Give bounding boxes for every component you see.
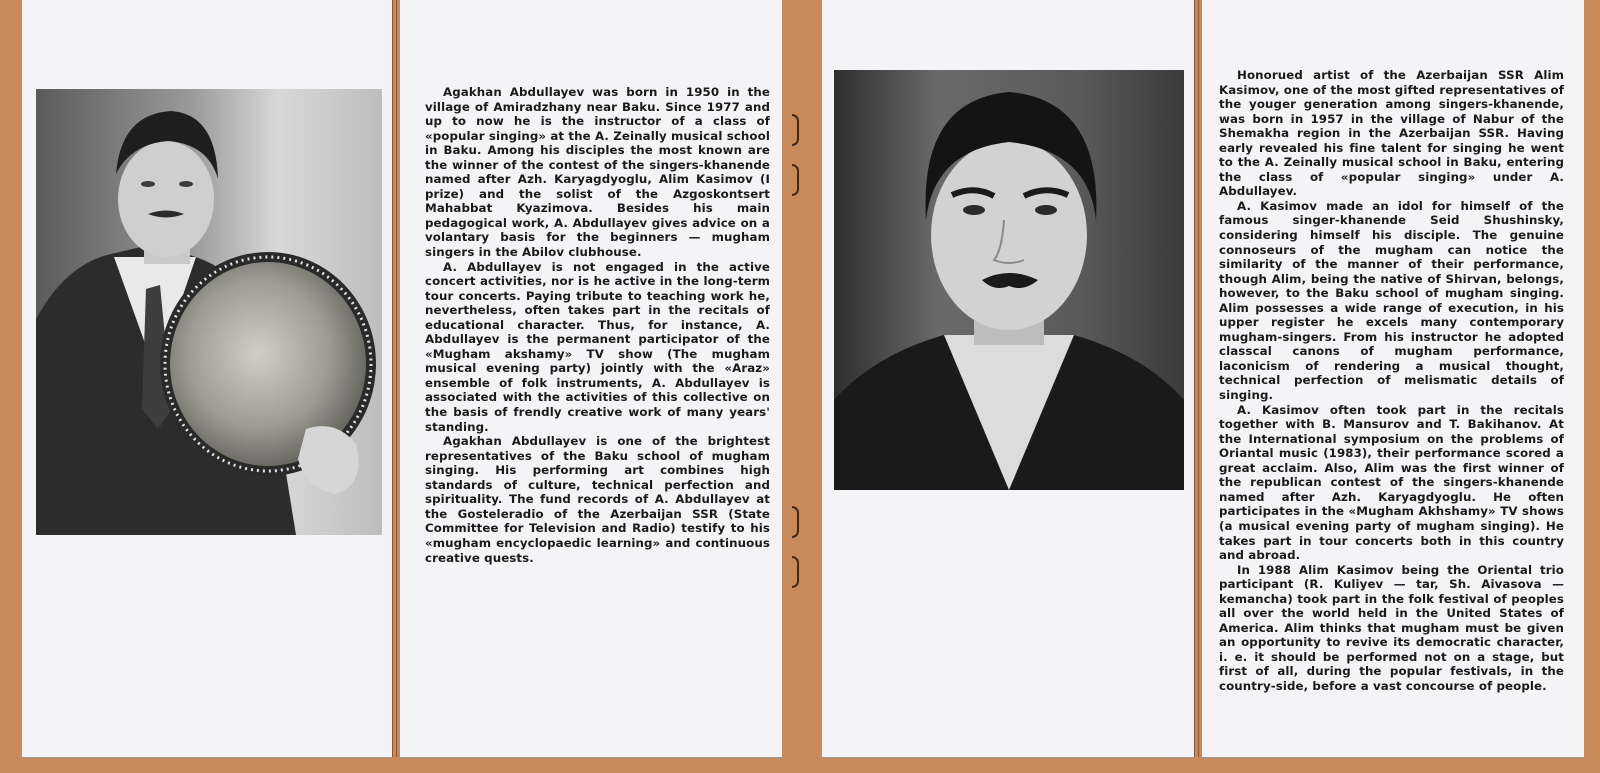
staple-icon [792, 114, 799, 146]
paragraph: A. Kasimov often took part in the recitals together with B. Mansurov and T. Bakihanov. At the International symposium on the problems of Oriantal music (1983), their performance scored a great acclaim. Also, Alim was the first winner of the republican contest of the singers-khanende named after Azh. Karyagdyoglu. He often participates in the «Mugham Akhshamy» TV shows (a musical evening party of mugham singing). He takes part in tour concerts both in this country and abroad. [1219, 402, 1564, 563]
paragraph: A. Abdullayev is not engaged in the active concert activities, nor is he active in the long-term tour concerts. Paying tribute to teaching work he, nevertheless, often takes part in the recitals of educational character. Thus, for instance, A. Abdullayev is the permanent participator of the «Mugham akshamy» TV show (The mugham musical evening party) jointly with the «Araz» ensemble of folk instruments, A. Abdullayev is associated with the activities of this collective on the basis of frendly creative work of many years' standing. [425, 259, 770, 434]
panel-fold-line [1194, 0, 1199, 757]
portrait-photo [834, 70, 1184, 490]
booklet-spine [782, 0, 822, 773]
paragraph: In 1988 Alim Kasimov being the Oriental trio participant (R. Kuliyev — tar, Sh. Aivasova — kemancha) took part in the folk festival of peoples all over the world held in the United States of America. Alim thinks that mugham must be given an opportunity to revive its democratic character, i. e. it should be performed not on a stage, but first of all, during the popular festivals, in the country-side, before a vast concourse of people. [1219, 562, 1564, 693]
portrait-photo [36, 89, 382, 535]
cover-edge [0, 757, 1600, 773]
paragraph: Agakhan Abdullayev was born in 1950 in the village of Amiradzhany near Baku. Since 1977 and up to now he is the instructor of a class of «popular singing» at the A. Zeinally musical school in Baku. Among his disciples the most known are the winner of the contest of the singers-khanende named after Azh. Karyagdyoglu, Alim Kasimov (I prize) and the solist of the Azgoskontsert Mahabbat Kyazimova. Besides his main pedagogical work, A. Abdullayev gives advice on a volantary basis for the beginners — mugham singers in the Abilov clubhouse. [425, 85, 770, 260]
staple-icon [792, 556, 799, 588]
staple-icon [792, 164, 799, 196]
paragraph: Agakhan Abdullayev is one of the brightest representatives of the Baku school of mugham singing. His performing art combines high standards of culture, technical perfection and spirituality. The fund records of A. Abdullayev at the Gosteleradio of the Azerbaijan SSR (State Committee for Television and Radio) testify to his «mugham encyclopaedic learning» and continuous creative quests. [425, 434, 770, 565]
paragraph: A. Kasimov made an idol for himself of the famous singer-khanende Seid Shushinsky, considering himself his disciple. The genuine connoseurs of the mugham can notice the similarity of the manner of their performance, though Alim, being the native of Shirvan, belongs, however, to the Baku school of mugham singing. Alim possesses a wide range of execution, in his upper register he excels many contemporary mugham-singers. From his instructor he adopted classcal canons of mugham performance, laconicism of rendering a musical thought, technical perfection of melismatic details of singing. [1219, 198, 1564, 403]
paragraph: Honorued artist of the Azerbaijan SSR Alim Kasimov, one of the most gifted representatives of the youger generation among singers-khanende, was born in 1957 in the village of Nabur of the Shemakha region in the Azerbaijan SSR. Having early revealed his fine talent for singing he went to the A. Zeinally musical school in Baku, entering the class of «popular singing» under A. Abdullayev. [1219, 68, 1564, 199]
biography-text-agakhan-abdullayev [425, 85, 770, 565]
panel-fold-line [392, 0, 397, 757]
staple-icon [792, 506, 799, 538]
biography-text-alim-kasimov [1219, 68, 1564, 694]
